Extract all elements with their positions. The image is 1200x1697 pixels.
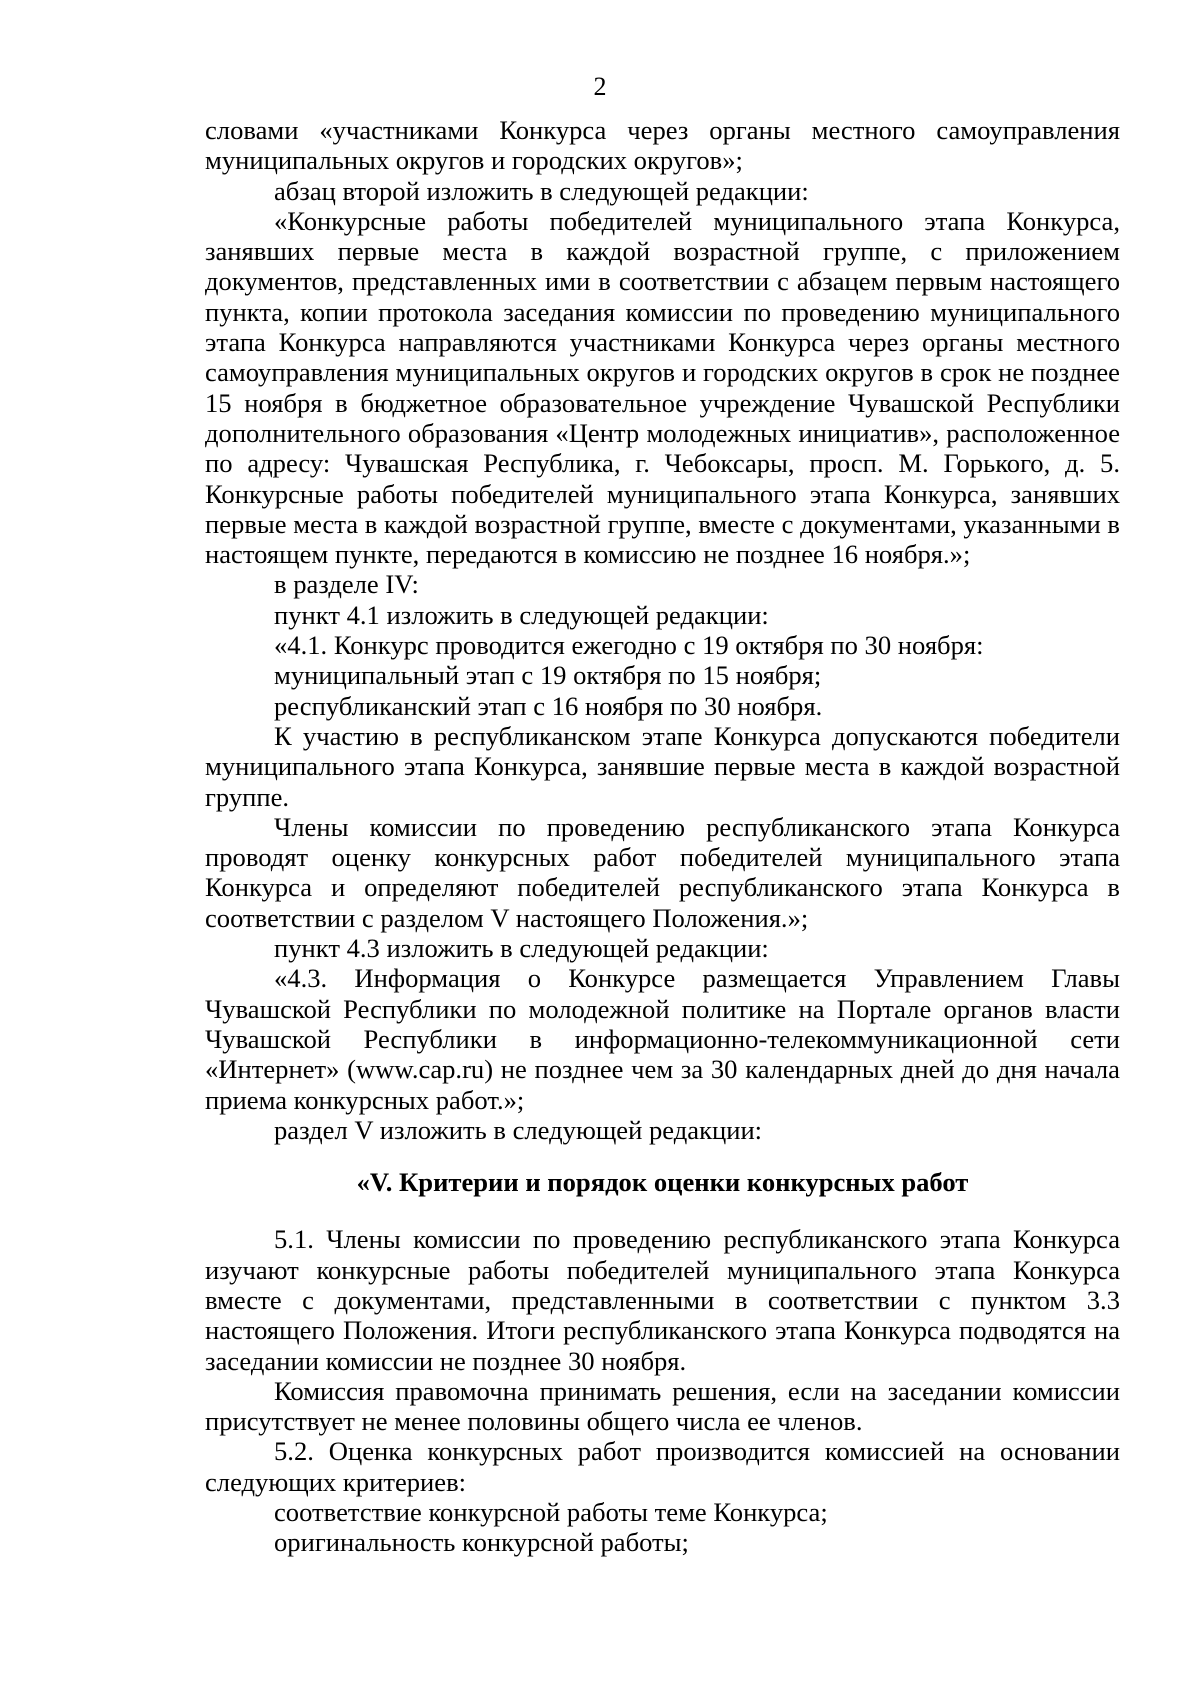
paragraph: К участию в республиканском этапе Конкурса допускаются победители муниципального этапа Конкурса, занявшие первые места в каждой возрастной группе. (205, 720, 1120, 812)
paragraph: муниципальный этап с 19 октября по 15 ноября; (274, 660, 822, 691)
paragraph: пункт 4.3 изложить в следующей редакции: (274, 933, 769, 964)
paragraph: Члены комиссии по проведению республиканского этапа Конкурса проводят оценку конкурсных работ победителей муниципального этапа Конкурса и определяют победителей республиканского этапа Конкурса в соответствии с разделом V настоящего Положения.»; (205, 811, 1120, 933)
paragraph: раздел V изложить в следующей редакции: (274, 1114, 763, 1145)
document-body (205, 115, 1120, 1558)
paragraph: Комиссия правомочна принимать решения, если на заседании комиссии присутствует не менее половины общего числа ее членов. (205, 1375, 1120, 1437)
paragraph: соответствие конкурсной работы теме Конкурса; (274, 1497, 828, 1528)
section-heading: «V. Критерии и порядок оценки конкурсных работ (356, 1167, 969, 1198)
paragraph: пункт 4.1 изложить в следующей редакции: (274, 599, 769, 630)
paragraph: «4.3. Информация о Конкурсе размещается Управлением Главы Чувашской Республики по молодежной политике на Портале органов власти Чувашской Республики в информационно-телекоммуникационной сети «Интернет» (www.cap.ru) не позднее чем за 30 календарных дней до дня начала приема конкурсных работ.»; (205, 963, 1120, 1115)
page-number: 2 (593, 72, 607, 101)
paragraph: словами «участниками Конкурса через органы местного самоуправления муниципальных округов и городских округов»; (205, 115, 1120, 176)
paragraph: республиканский этап с 16 ноября по 30 ноября. (274, 690, 823, 721)
paragraph: «4.1. Конкурс проводится ежегодно с 19 октября по 30 ноября: (274, 630, 984, 661)
paragraph: в разделе IV: (274, 569, 419, 600)
paragraph: оригинальность конкурсной работы; (274, 1527, 689, 1558)
paragraph: абзац второй изложить в следующей редакции: (274, 175, 809, 206)
paragraph: «Конкурсные работы победителей муниципального этапа Конкурса, занявших первые места в каждой возрастной группе, с приложением документов, представленных ими в соответствии с абзацем первым настоящего пункта, копии протокола заседания комиссии по проведению муниципального этапа Конкурса направляются участниками Конкурса через органы местного самоуправления муниципальных округов и городских округов в срок не позднее 15 ноября в бюджетное образовательное учреждение Чувашской Республики дополнительного образования «Центр молодежных инициатив», расположенное по адресу: Чувашская Республика, г. Чебоксары, просп. М. Горького, д. 5. Конкурсные работы победителей муниципального этапа Конкурса, занявших первые места в каждой возрастной группе, вместе с документами, указанными в настоящем пункте, передаются в комиссию не позднее 16 ноября.»; (205, 205, 1120, 570)
paragraph: 5.2. Оценка конкурсных работ производится комиссией на основании следующих критериев: (205, 1436, 1120, 1497)
paragraph: 5.1. Члены комиссии по проведению республиканского этапа Конкурса изучают конкурсные работы победителей муниципального этапа Конкурса вместе с документами, представленными в соответствии с пунктом 3.3 настоящего Положения. Итоги республиканского этапа Конкурса подводятся на заседании комиссии не позднее 30 ноября. (205, 1224, 1120, 1376)
